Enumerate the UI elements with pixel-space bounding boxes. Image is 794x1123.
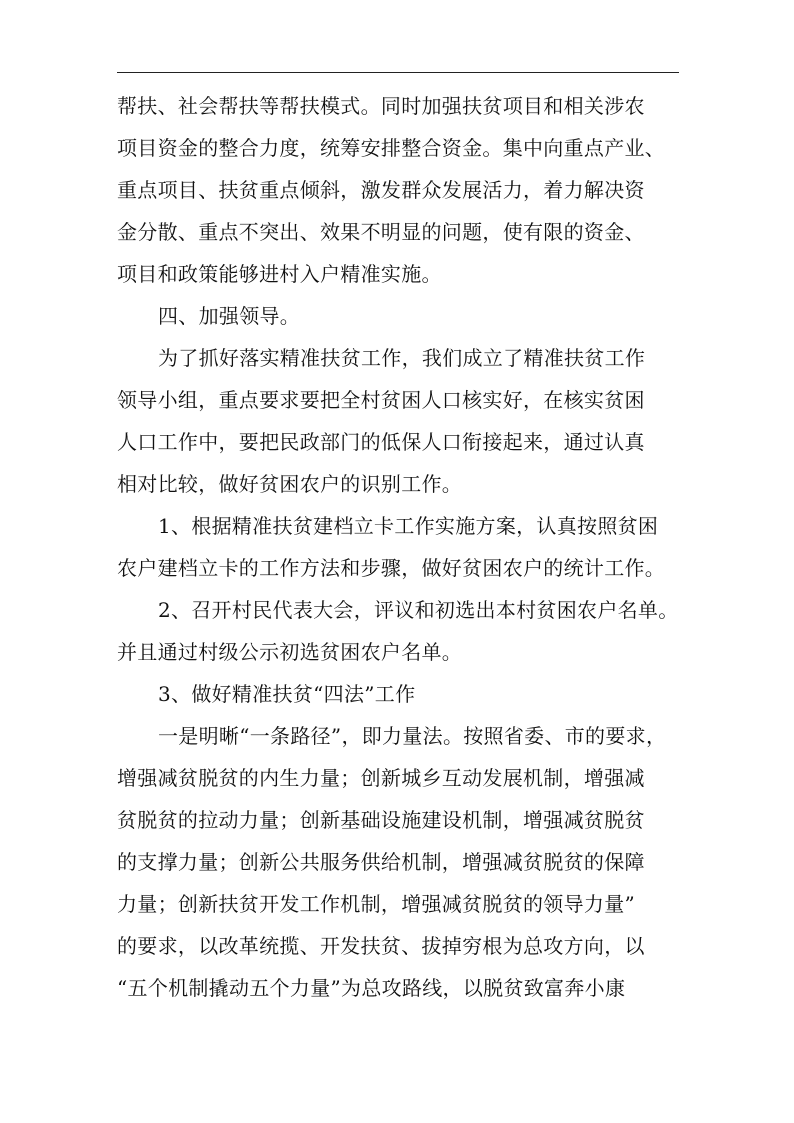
text-line-19: 的支撑力量；创新公共服务供给机制，增强减贫脱贫的保障 [117, 850, 645, 874]
text-line-14: 并且通过村级公示初选贫困农户名单。 [117, 640, 463, 664]
text-line-12: 农户建档立卡的工作方法和步骤，做好贫困农户的统计工作。 [117, 556, 666, 580]
section-heading: 四、加强领导。 [158, 304, 301, 328]
text-line-13: 2、召开村民代表大会，评议和初选出本村贫困农户名单。 [158, 598, 679, 622]
text-line-11: 1、根据精准扶贫建档立卡工作实施方案，认真按照贫困 [158, 514, 659, 538]
text-line-20: 力量；创新扶贫开发工作机制，增强减贫脱贫的领导力量” [117, 892, 636, 916]
text-line-8: 领导小组，重点要求要把全村贫困人口核实好，在核实贫困 [117, 388, 645, 412]
text-line-17: 增强减贫脱贫的内生力量；创新城乡互动发展机制，增强减 [117, 766, 645, 790]
text-line-1: 帮扶、社会帮扶等帮扶模式。同时加强扶贫项目和相关涉农 [117, 94, 645, 118]
text-line-4: 金分散、重点不突出、效果不明显的问题，使有限的资金、 [117, 220, 645, 244]
text-line-2: 项目资金的整合力度，统筹安排整合资金。集中向重点产业、 [117, 136, 666, 160]
text-line-10: 相对比较，做好贫困农户的识别工作。 [117, 472, 463, 496]
text-line-18: 贫脱贫的拉动力量；创新基础设施建设机制，增强减贫脱贫 [117, 808, 645, 832]
header-rule [117, 72, 679, 73]
text-line-9: 人口工作中，要把民政部门的低保人口衔接起来，通过认真 [117, 430, 645, 454]
text-line-22: “五个机制撬动五个力量”为总攻路线，以脱贫致富奔小康 [117, 976, 626, 1000]
text-line-21: 的要求，以改革统揽、开发扶贫、拔掉穷根为总攻方向，以 [117, 934, 645, 958]
text-line-15: 3、做好精准扶贫“四法”工作 [158, 682, 416, 706]
text-line-3: 重点项目、扶贫重点倾斜，激发群众发展活力，着力解决资 [117, 178, 645, 202]
text-line-16: 一是明晰“一条路径”，即力量法。按照省委、市的要求， [158, 724, 667, 748]
text-line-5: 项目和政策能够进村入户精准实施。 [117, 262, 442, 286]
text-line-7: 为了抓好落实精准扶贫工作，我们成立了精准扶贫工作 [158, 346, 646, 370]
